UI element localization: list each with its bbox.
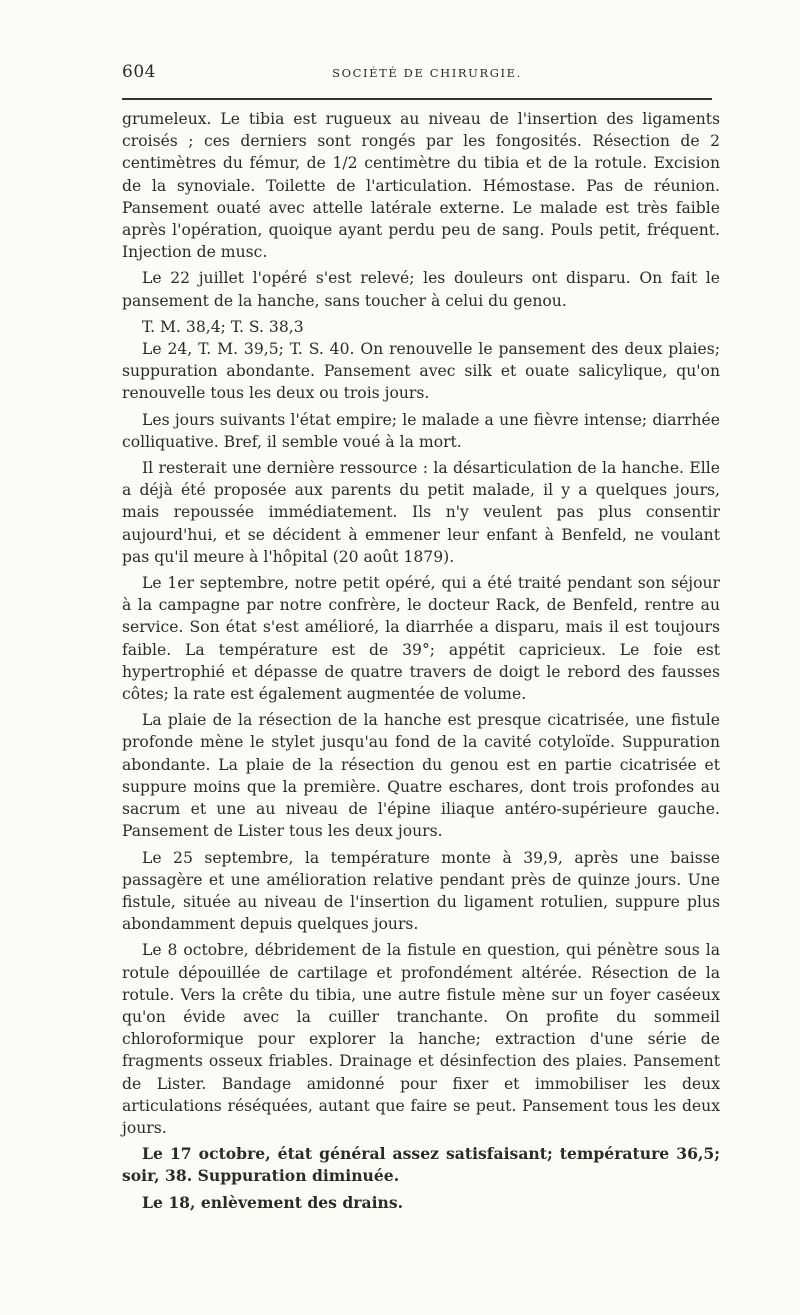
body-text xyxy=(122,108,720,1218)
paragraph: Le 8 octobre, débridement de la fistule en question, qui pénètre sous la rotule dépouillée de cartilage et profondément altérée. Résection de la rotule. Vers la crête du tibia, une autre fistule mène sur un foyer caséeux qu'on évide avec la cuiller tranchante. On profite du sommeil chloroformique pour explorer la hanche; extraction d'une série de fragments osseux friables. Drainage et désinfection des plaies. Pansement de Lister. Bandage amidonné pour fixer et immobiliser les deux articulations réséquées, autant que faire se peut. Pansement tous les deux jours. xyxy=(122,941,720,1137)
paragraph: Le 22 juillet l'opéré s'est relevé; les douleurs ont disparu. On fait le pansement de la hanche, sans toucher à celui du genou. xyxy=(122,269,720,310)
paragraph: T. M. 38,4; T. S. 38,3 xyxy=(142,317,304,336)
page-number: 604 xyxy=(122,62,156,82)
page-header xyxy=(122,62,712,90)
paragraph: Il resterait une dernière ressource : la désarticulation de la hanche. Elle a déjà été proposée aux parents du petit malade, il y a quelques jours, mais repoussée immédiatement. Ils n'y veulent pas plus consentir aujourd'hui, et se décident à emmener leur enfant à Benfeld, ne voulant pas qu'il meure à l'hôpital (20 août 1879). xyxy=(122,459,720,566)
running-title: SOCIÉTÉ DE CHIRURGIE. xyxy=(332,66,522,80)
paragraph: Le 18, enlèvement des drains. xyxy=(142,1192,404,1212)
header-rule xyxy=(122,98,712,100)
paragraph: Le 24, T. M. 39,5; T. S. 40. On renouvelle le pansement des deux plaies; suppuration abondante. Pansement avec silk et ouate salicylique, qu'on renouvelle tous les deux ou trois jours. xyxy=(122,340,720,403)
paragraph: La plaie de la résection de la hanche est presque cicatrisée, une fistule profonde mène le stylet jusqu'au fond de la cavité cotyloïde. Suppuration abondante. La plaie de la résection du genou est en partie cicatrisée et suppure moins que la première. Quatre eschares, dont trois profondes au sacrum et une au niveau de l'épine iliaque antéro-supérieure gauche. Pansement de Lister tous les deux jours. xyxy=(122,711,720,841)
paragraph: Le 25 septembre, la température monte à 39,9, après une baisse passagère et une amélioration relative pendant près de quinze jours. Une fistule, située au niveau de l'insertion du ligament rotulien, suppure plus abondamment depuis quelques jours. xyxy=(122,848,720,934)
paragraph: Le 17 octobre, état général assez satisfaisant; température 36,5; soir, 38. Suppuration diminuée. xyxy=(122,1144,720,1186)
paragraph: grumeleux. Le tibia est rugueux au niveau de l'insertion des ligaments croisés ; ces derniers sont rongés par les fongosités. Résection de 2 centimètres du fémur, de 1/2 centimètre du tibia et de la rotule. Excision de la synoviale. Toilette de l'articulation. Hémostase. Pas de réunion. Pansement ouaté avec attelle latérale externe. Le malade est très faible après l'opération, quoique ayant perdu peu de sang. Pouls petit, fréquent. Injection de musc. xyxy=(122,110,720,262)
paragraph: Les jours suivants l'état empire; le malade a une fièvre intense; diarrhée colliquative. Bref, il semble voué à la mort. xyxy=(122,410,720,451)
paragraph: Le 1er septembre, notre petit opéré, qui a été traité pendant son séjour à la campagne par notre confrère, le docteur Rack, de Benfeld, rentre au service. Son état s'est amélioré, la diarrhée a disparu, mais il est toujours faible. La température est de 39°; appétit capricieux. Le foie est hypertrophié et dépasse de quatre travers de doigt le rebord des fausses côtes; la rate est également augmentée de volume. xyxy=(122,574,720,704)
